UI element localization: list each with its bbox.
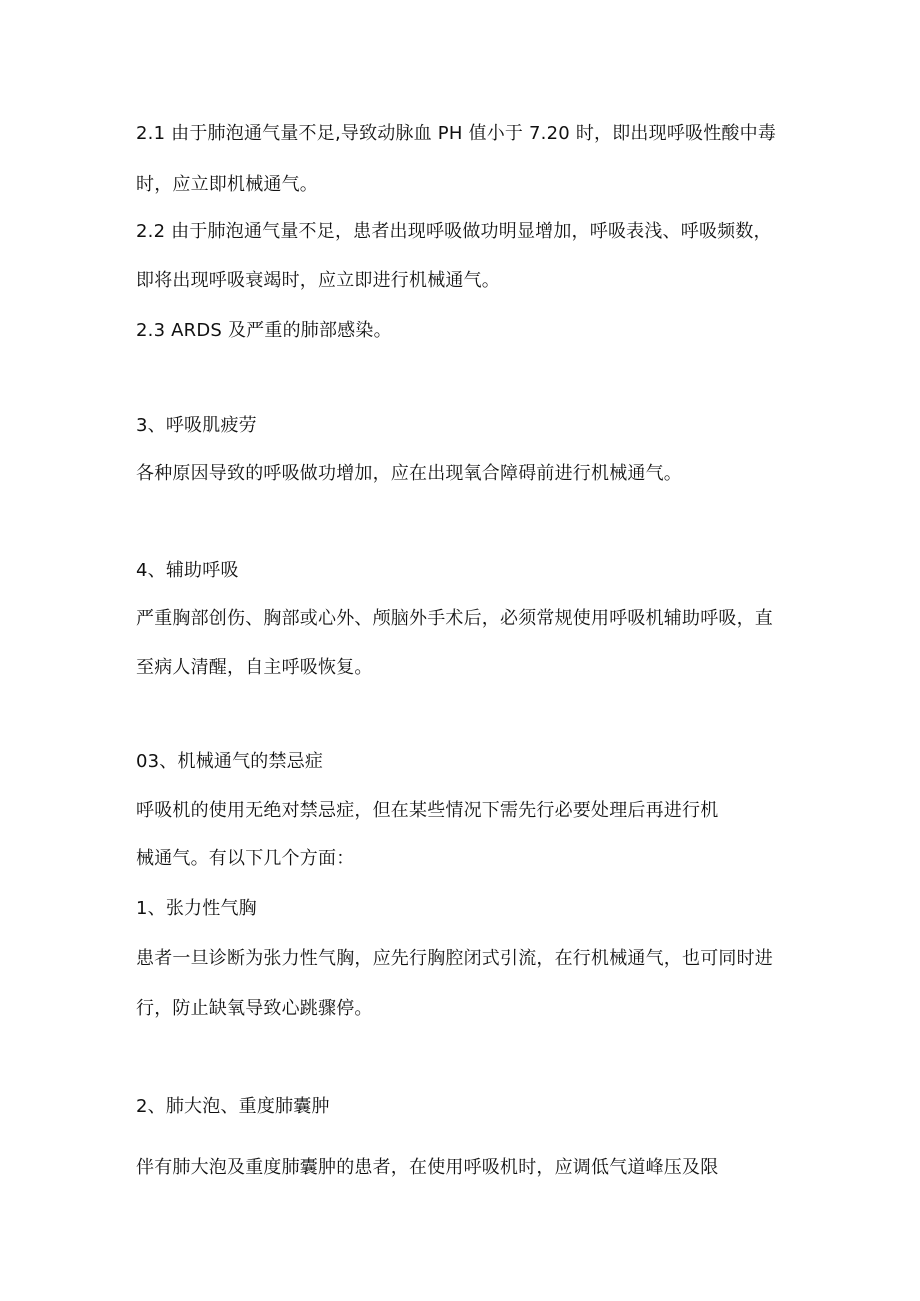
text-line-pneumothorax-a: 患者一旦诊断为张力性气胸，应先行胸腔闭式引流，在行机械通气，也可同时进 bbox=[136, 948, 773, 969]
text-line-assisted-a: 严重胸部创伤、胸部或心外、颅脑外手术后，必须常规使用呼吸机辅助呼吸，直 bbox=[136, 608, 773, 629]
text-line-2-1-b: 时，应立即机械通气。 bbox=[136, 174, 318, 195]
heading-tension-pneumothorax: 1、张力性气胸 bbox=[136, 898, 257, 919]
text-line-contra-a: 呼吸机的使用无绝对禁忌症，但在某些情况下需先行必要处理后再进行机 bbox=[136, 800, 719, 821]
text-line-fatigue: 各种原因导致的呼吸做功增加，应在出现氧合障碍前进行机械通气。 bbox=[136, 463, 682, 484]
heading-contraindications: 03、机械通气的禁忌症 bbox=[136, 751, 324, 772]
heading-assisted-breathing: 4、辅助呼吸 bbox=[136, 560, 239, 581]
heading-bullae-cyst: 2、肺大泡、重度肺囊肿 bbox=[136, 1096, 330, 1117]
text-line-pneumothorax-b: 行，防止缺氧导致心跳骤停。 bbox=[136, 998, 373, 1019]
text-line-2-1-a: 2.1 由于肺泡通气量不足,导致动脉血 PH 值小于 7.20 时，即出现呼吸性酸中毒 bbox=[136, 123, 777, 144]
text-line-2-3: 2.3 ARDS 及严重的肺部感染。 bbox=[136, 320, 392, 341]
text-line-bullae: 伴有肺大泡及重度肺囊肿的患者，在使用呼吸机时，应调低气道峰压及限 bbox=[136, 1157, 719, 1178]
text-line-2-2-b: 即将出现呼吸衰竭时，应立即进行机械通气。 bbox=[136, 270, 500, 291]
text-line-assisted-b: 至病人清醒，自主呼吸恢复。 bbox=[136, 657, 373, 678]
heading-respiratory-muscle-fatigue: 3、呼吸肌疲劳 bbox=[136, 415, 257, 436]
text-line-contra-b: 械通气。有以下几个方面： bbox=[136, 848, 355, 869]
text-line-2-2-a: 2.2 由于肺泡通气量不足，患者出现呼吸做功明显增加，呼吸表浅、呼吸频数， bbox=[136, 221, 772, 242]
